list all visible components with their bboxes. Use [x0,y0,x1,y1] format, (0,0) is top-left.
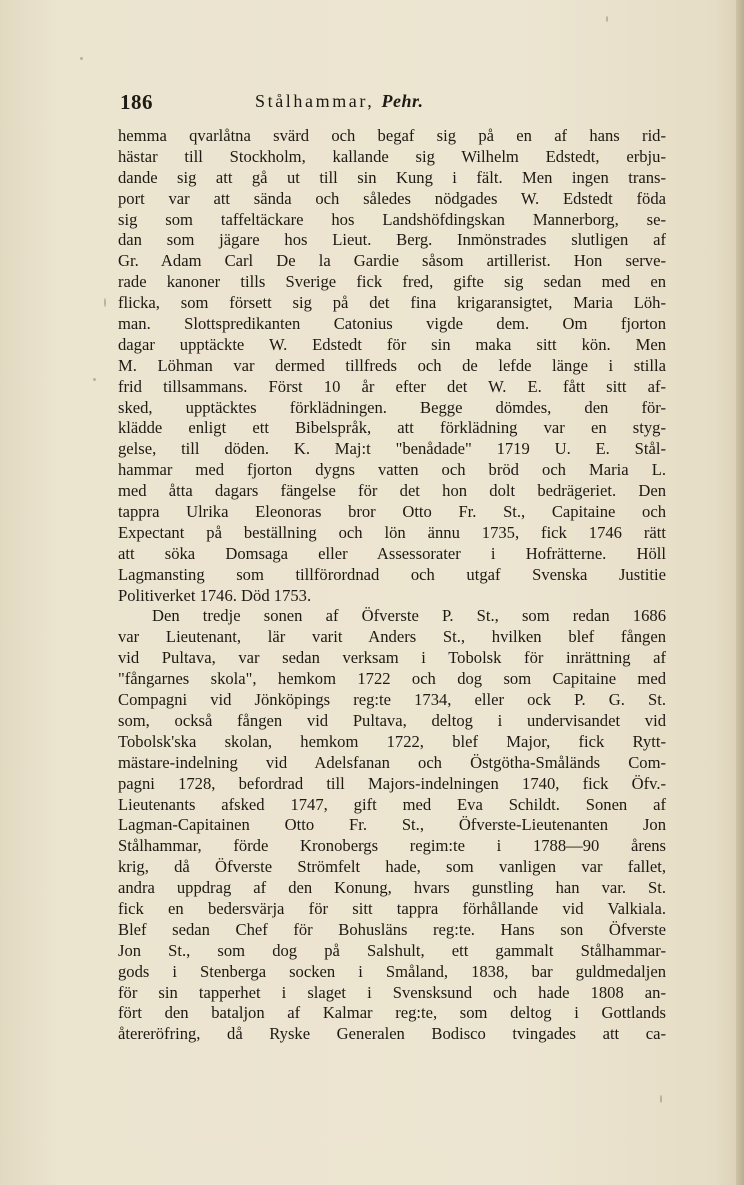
text-line: hästar till Stockholm, kallande sig Wilhelm Edstedt, erbju- [118,146,666,166]
text-line: M. Löhman var dermed tillfreds och de lefde länge i stilla [118,355,666,375]
text-line: Expectant på beställning och lön ännu 1735, fick 1746 rätt [118,522,666,542]
text-line: Lagman-Capitainen Otto Fr. St., Öfverste-Lieutenanten Jon [118,815,666,835]
text-line: Blef sedan Chef för Bohusläns reg:te. Hans son Öfverste [118,919,666,939]
text-line: gods i Stenberga socken i Småland, 1838, bar guldmedaljen [118,961,666,981]
text-line: flicka, som försett sig på det fina krigaransigtet, Maria Löh- [118,293,666,313]
running-head [255,91,423,112]
text-line: pagni 1728, befordrad till Majors-indelningen 1740, fick Öfv.- [118,773,666,793]
text-line: mästare-indelning vid Adelsfanan och Östgötha-Småländs Com- [118,752,666,772]
text-line: Lagmansting som tillförordnad och utgaf Svenska Justitie [118,564,666,584]
page-edge [736,0,744,1185]
paper-speck [93,378,96,381]
text-line: fört den bataljon af Kalmar reg:te, som deltog i Gottlands [118,1003,666,1023]
text-line: Stålhammar, förde Kronobergs regim:te i 1788—90 årens [118,836,666,856]
running-head-author: Pehr. [381,91,424,111]
text-line: klädde enligt ett Bibelspråk, att förklädning var en styg- [118,418,666,438]
text-line: frid tillsammans. Först 10 år efter det W. E. fått sitt af- [118,376,666,396]
text-line: tappra Ulrika Eleonoras bror Otto Fr. St., Capitaine och [118,502,666,522]
text-line: för sin tapperhet i slaget i Svensksund och hade 1808 an- [118,982,666,1002]
text-line: krig, då Öfverste Strömfelt hade, som vanligen var fallet, [118,857,666,877]
text-line: rade kanoner tills Sverige fick fred, gifte sig sedan med en [118,272,666,292]
text-line: vid Pultava, var sedan verksam i Tobolsk för inrättning af [118,648,666,668]
text-line: man. Slottspredikanten Catonius vigde dem. Om fjorton [118,314,666,334]
text-line: återeröfring, då Ryske Generalen Bodisco tvingades att ca- [118,1024,666,1044]
paper-speck [660,1095,662,1103]
text-line: som, också fången vid Pultava, deltog i undervisandet vid [118,710,666,730]
text-line: port var att sända och således nödgades W. Edstedt föda [118,188,666,208]
text-line: andra uppdrag af den Konung, hvars gunstling han var. St. [118,878,666,898]
body-text [118,126,666,1045]
page-number: 186 [120,90,153,114]
text-line: "fångarnes skola", hemkom 1722 och dog som Capitaine med [118,669,666,689]
running-head-name: Stålhammar, [255,91,375,111]
text-line: Den tredje sonen af Öfverste P. St., som redan 1686 [152,606,666,626]
text-line: gelse, till döden. K. Maj:t "benådade" 1719 U. E. Stål- [118,439,666,459]
text-line: med åtta dagars fängelse för det hon dolt bedrägeriet. Den [118,481,666,501]
page-header [120,90,680,118]
paper-speck [104,298,106,307]
text-line: sig som taffeltäckare hos Landshöfdingskan Mannerborg, se- [118,209,666,229]
text-line: dande sig att gå ut till sin Kung i fält. Men ingen trans- [118,167,666,187]
text-line: Politiverket 1746. Död 1753. [118,585,312,605]
text-line: var Lieutenant, lär varit Anders St., hvilken blef fången [118,627,666,647]
paper-speck [80,57,83,60]
text-line: Compagni vid Jönköpings reg:te 1734, eller ock P. G. St. [118,690,666,710]
text-line: Lieutenants afsked 1747, gift med Eva Schildt. Sonen af [118,794,666,814]
paper-speck [606,16,608,22]
text-line: dagar upptäckte W. Edstedt för sin maka sitt kön. Men [118,334,666,354]
text-line: dan som jägare hos Lieut. Berg. Inmönstrades slutligen af [118,230,666,250]
text-line: fick en bedersvärja för sitt tappra förhållande vid Valkiala. [118,898,666,918]
text-line: hemma qvarlåtna svärd och begaf sig på en af hans rid- [118,126,666,145]
text-line: Gr. Adam Carl De la Gardie såsom artillerist. Hon serve- [118,251,666,271]
text-line: sked, upptäcktes förklädningen. Begge dömdes, den för- [118,397,666,417]
text-line: Jon St., som dog på Salshult, ett gammalt Stålhammar- [118,940,666,960]
text-line: Tobolsk'ska skolan, hemkom 1722, blef Major, fick Rytt- [118,731,666,751]
text-line: hammar med fjorton dygns vatten och bröd och Maria L. [118,460,666,480]
text-line: att söka Domsaga eller Assessorater i Hofrätterne. Höll [118,543,666,563]
